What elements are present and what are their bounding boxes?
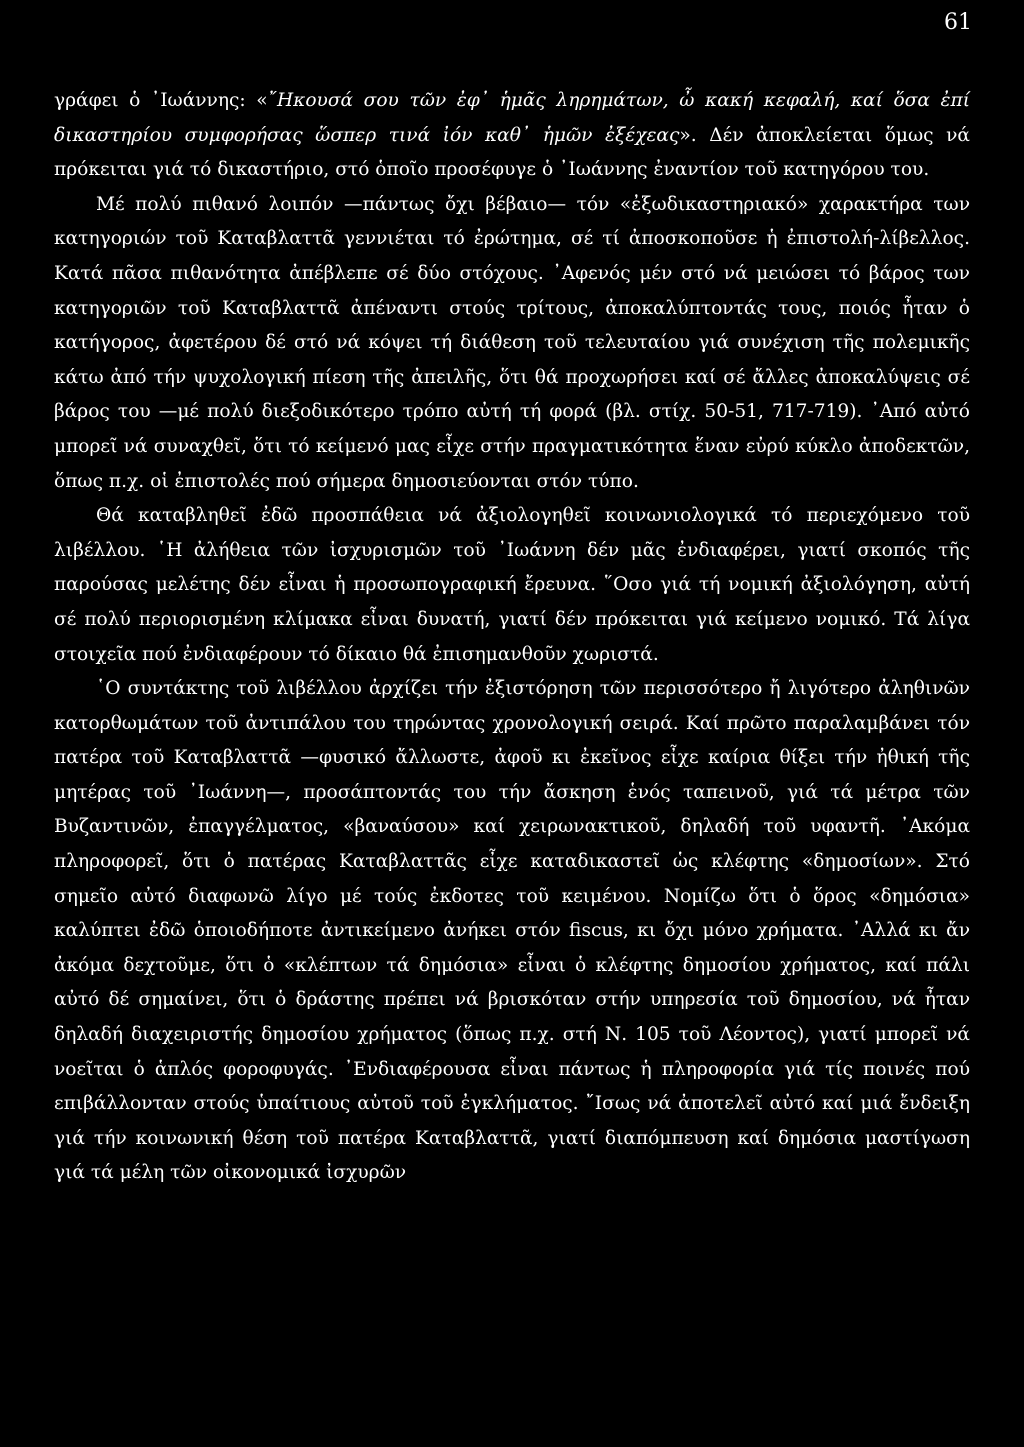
paragraph-2: Μέ πολύ πιθανό λοιπόν —πάντως ὄχι βέβαιο— τόν «ἐξωδικαστηριακό» χαρακτήρα των κατηγοριών τοῦ Καταβλαττᾶ γεννιέται τό ἐρώτημα, σέ τί ἀποσκοποῦσε ἡ ἐπιστολή-λίβελλος. Κατά πᾶσα πιθανότητα ἀπέβλεπε σέ δύο στόχους. ᾿Αφενός μέν στό νά μειώσει τό βάρος των κατηγοριῶν τοῦ Καταβλαττᾶ ἀπέναντι στούς τρίτους, ἀποκαλύπτοντάς τους, ποιός ἦταν ὁ κατήγορος, ἀφετέρου δέ στό νά κόψει τή διάθεση τοῦ τελευταίου γιά συνέχιση τῆς πολεμικῆς κάτω ἀπό τήν ψυχολογική πίεση τῆς ἀπειλῆς, ὅτι θά προχωρήσει καί σέ ἄλλες ἀποκαλύψεις σέ βάρος του —μέ πολύ διεξοδικότερο τρόπο αὐτή τή φορά (βλ. στίχ. 50-51, 717-719). ᾿Από αὐτό μπορεῖ νά συναχθεῖ, ὅτι τό κείμενό μας εἶχε στήν πραγματικότητα ἕναν εὐρύ κύκλο ἀποδεκτῶν, ὅπως π.χ. οἱ ἐπιστολές πού σήμερα δημοσιεύονται στόν τύπο. xyxy=(54,193,970,492)
text-body xyxy=(54,84,970,1191)
paragraph-1-intro: γράφει ὁ ᾿Ιωάννης: « xyxy=(54,90,268,111)
paragraph-4: ῾Ο συντάκτης τοῦ λιβέλλου ἀρχίζει τήν ἐξιστόρηση τῶν περισσότερο ἤ λιγότερο ἀληθινῶν κατορθωμάτων τοῦ ἀντιπάλου του τηρώντας χρονολογική σειρά. Καί πρῶτο παραλαμβάνει τόν πατέρα τοῦ Καταβλαττᾶ —φυσικό ἄλλωστε, ἀφοῦ κι ἐκεῖνος εἶχε καίρια θίξει τήν ἠθική τῆς μητέρας τοῦ ᾿Ιωάννη—, προσάπτοντάς του τήν ἄσκηση ἑνός ταπεινοῦ, γιά τά μέτρα τῶν Βυζαντινῶν, ἐπαγγέλματος, «βαναύσου» καί χειρωνακτικοῦ, δηλαδή τοῦ υφαντῆ. ᾿Ακόμα πληροφορεῖ, ὅτι ὁ πατέρας Καταβλαττᾶς εἶχε καταδικαστεῖ ὡς κλέφτης «δημοσίων». Στό σημεῖο αὐτό διαφωνῶ λίγο μέ τούς ἐκδοτες τοῦ κειμένου. Νομίζω ὅτι ὁ ὅρος «δημόσια» καλύπτει ἐδῶ ὁποιοδήποτε ἀντικείμενο ἀνήκει στόν fiscus, κι ὄχι μόνο χρήματα. ᾿Αλλά κι ἄν ἀκόμα δεχτοῦμε, ὅτι ὁ «κλέπτων τά δημόσια» εἶναι ὁ κλέφτης δημοσίου χρήματος, καί πάλι αὐτό δέ σημαίνει, ὅτι ὁ δράστης πρέπει νά βρισκόταν στήν υπηρεσία τοῦ δημοσίου, νά ἦταν δηλαδή διαχειριστής δημοσίου χρήματος (ὅπως π.χ. στή Ν. 105 τοῦ Λέοντος), γιατί μπορεῖ νά νοεῖται ὁ ἁπλός φοροφυγάς. ᾿Ενδιαφέρουσα εἶναι πάντως ἡ πληροφορία γιά τίς ποινές πού επιβάλλονταν στούς ὑπαίτιους αὐτοῦ τοῦ ἐγκλήματος. ῎Ισως νά ἀποτελεῖ αὐτό καί μιά ἔνδειξη γιά τήν κοινωνική θέση τοῦ πατέρα Καταβλαττᾶ, γιατί διαπόμπευση καί δημόσια μαστίγωση γιά τά μέλη τῶν οἰκονομικά ἰσχυρῶν xyxy=(54,678,970,1184)
paragraph-3: Θά καταβληθεῖ ἐδῶ προσπάθεια νά ἀξιολογηθεῖ κοινωνιολογικά τό περιεχόμενο τοῦ λιβέλλου. ῾Η ἀλήθεια τῶν ἰσχυρισμῶν τοῦ ᾿Ιωάννη δέν μᾶς ἐνδιαφέρει, γιατί σκοπός τῆς παρούσας μελέτης δέν εἶναι ἡ προσωπογραφική ἔρευνα. ῞Οσο γιά τή νομική ἀξιολόγηση, αὐτή σέ πολύ περιορισμένη κλίμακα εἶναι δυνατή, γιατί δέν πρόκειται γιά κείμενο νομικό. Τά λίγα στοιχεῖα πού ἐνδιαφέρουν τό δίκαιο θά ἐπισημανθοῦν χωριστά. xyxy=(54,505,970,665)
paragraph-1 xyxy=(54,84,970,188)
paragraph-1-quote: ῎Ηκουσά σου τῶν ἐφ᾿ ἡμᾶς ληρημάτων, ὦ κακή κεφαλή, καί ὅσα ἐπί δικαστηρίου συμφορήσας ὥσπερ τινά ἰόν καθ᾿ ἡμῶν ἐξέχεας xyxy=(54,90,970,146)
page-number: 61 xyxy=(944,10,972,35)
paragraph-1-rest: ». Δέν ἀποκλείεται ὅμως νά πρόκειται γιά τό δικαστήριο, στό ὁποῖο προσέφυγε ὁ ᾿Ιωάννης ἐναντίον τοῦ κατηγόρου του. xyxy=(54,124,970,181)
